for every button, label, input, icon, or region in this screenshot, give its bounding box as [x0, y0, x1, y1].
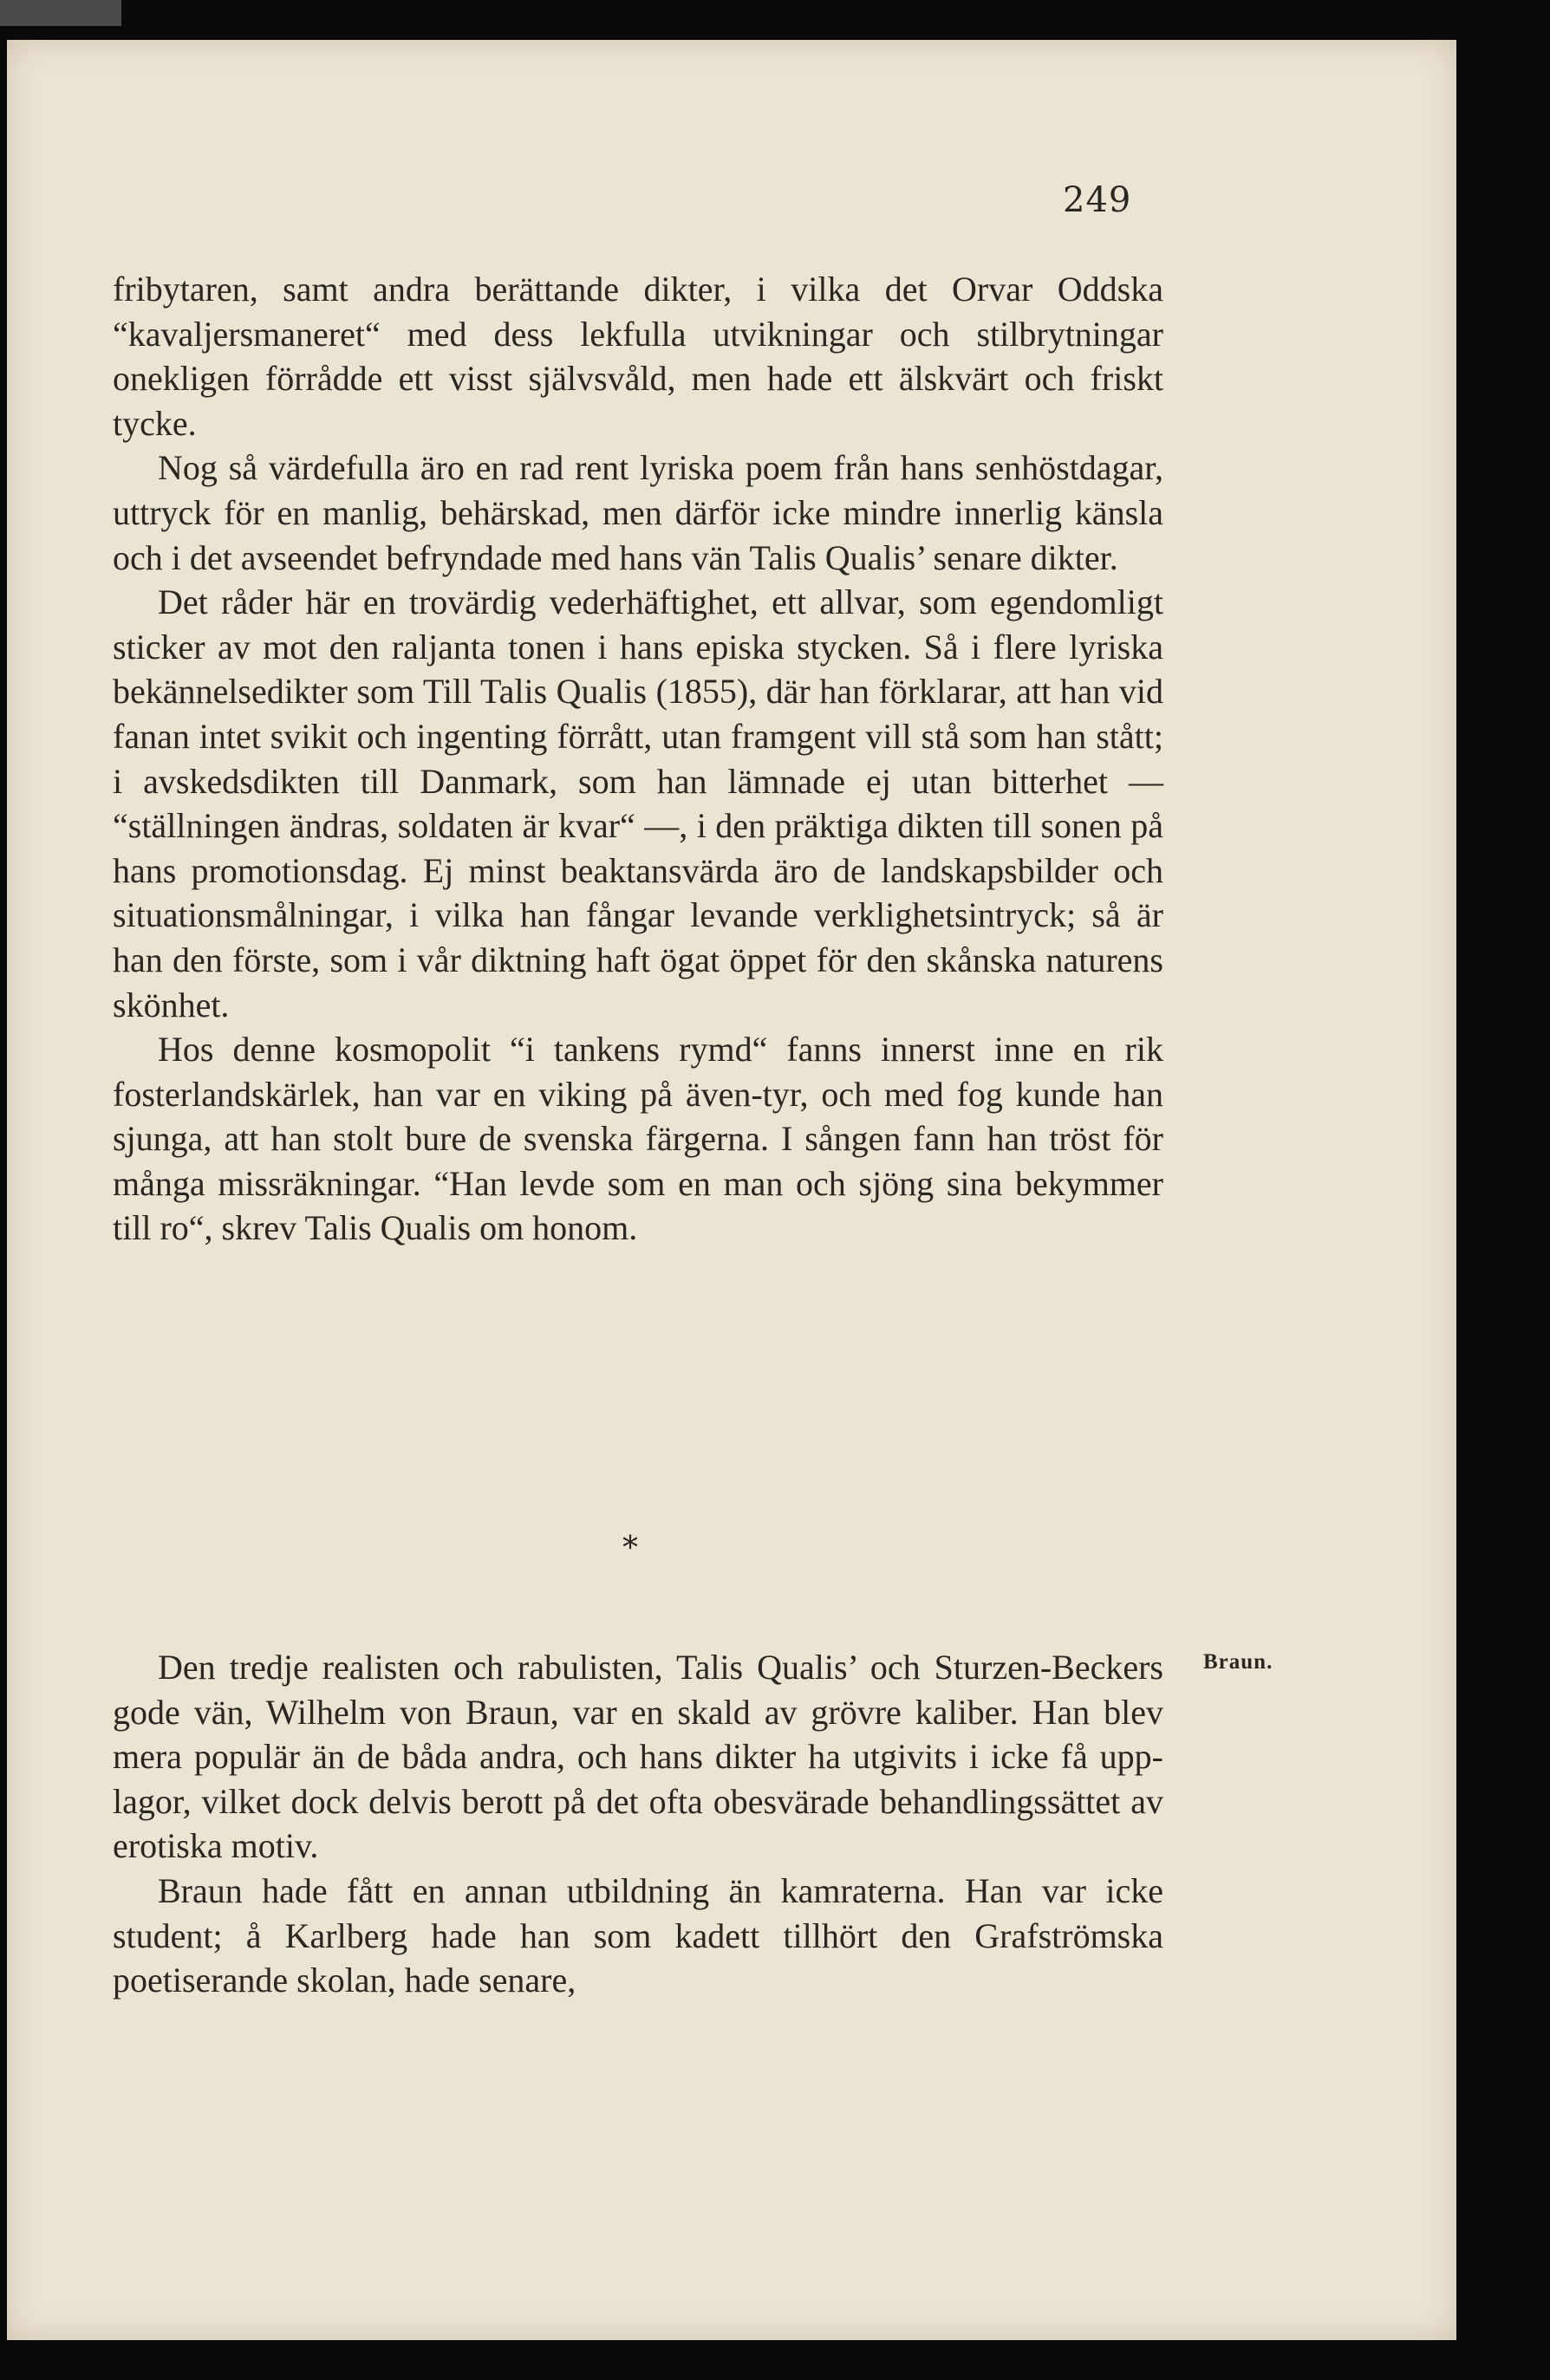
main-text-lower — [113, 1645, 1163, 2003]
paragraph-1: fribytaren, samt andra berättande dikter, i vilka det Orvar Oddska “kavaljersmaneret“ med dess lekfulla utvikningar och stilbrytningar onekligen förrådde ett visst självsvåld, men hade ett älskvärt och friskt tycke. — [113, 270, 1163, 443]
paragraph-5: Den tredje realisten och rabulisten, Talis Qualis’ och Sturzen-Beckers gode vän, Wilhelm von Braun, var en skald av grövre kaliber. Han blev mera populär än de båda andra, och hans dikter ha utgivits i icke få upp-lagor, vilket dock delvis berott på det ofta obesvärade behandlingssättet av erotiska motiv. — [113, 1648, 1163, 1866]
paragraph-4: Hos denne kosmopolit “i tankens rymd“ fanns innerst inne en rik fosterlandskärlek, han var en viking på även-tyr, och med fog kunde han sjunga, att han stolt bure de svenska färgerna. I sången fann han tröst för många missräkningar. “Han levde som en man och sjöng sina bekymmer till ro“, skrev Talis Qualis om honom. — [113, 1030, 1163, 1248]
section-asterisk: * — [622, 1531, 638, 1566]
main-text-upper — [113, 267, 1163, 1251]
margin-note-braun: Braun. — [1203, 1650, 1273, 1674]
paragraph-6: Braun hade fått en annan utbildning än kamraterna. Han var icke student; å Karlberg hade han som kadett tillhört den Grafströmska poetiserande skolan, hade senare, — [113, 1870, 1163, 2000]
page-number: 249 — [1063, 180, 1132, 220]
book-page — [7, 40, 1456, 2340]
scan-edge-mark — [0, 0, 121, 26]
paragraph-2: Nog så värdefulla äro en rad rent lyriska poem från hans senhöstdagar, uttryck för en manlig, behärskad, men därför icke mindre innerlig känsla och i det avseendet befryndade med hans vän Talis Qualis’ senare dikter. — [113, 448, 1163, 577]
paragraph-3: Det råder här en trovärdig vederhäftighet, ett allvar, som egendomligt sticker av mot den raljanta tonen i hans episka stycken. Så i flere lyriska bekännelsedikter som Till Talis Qualis (1855), där han förklarar, att han vid fanan intet svikit och ingenting förrått, utan framgent vill stå som han stått; i avskedsdikten till Danmark, som han lämnade ej utan bitterhet — “ställningen ändras, soldaten är kvar“ —, i den präktiga dikten till sonen på hans promotionsdag. Ej minst beaktansvärda äro de landskapsbilder och situationsmålningar, i vilka han fångar levande verklighetsintryck; så är han den förste, som i vår diktning haft ögat öppet för den skånska naturens skönhet. — [113, 582, 1163, 1024]
